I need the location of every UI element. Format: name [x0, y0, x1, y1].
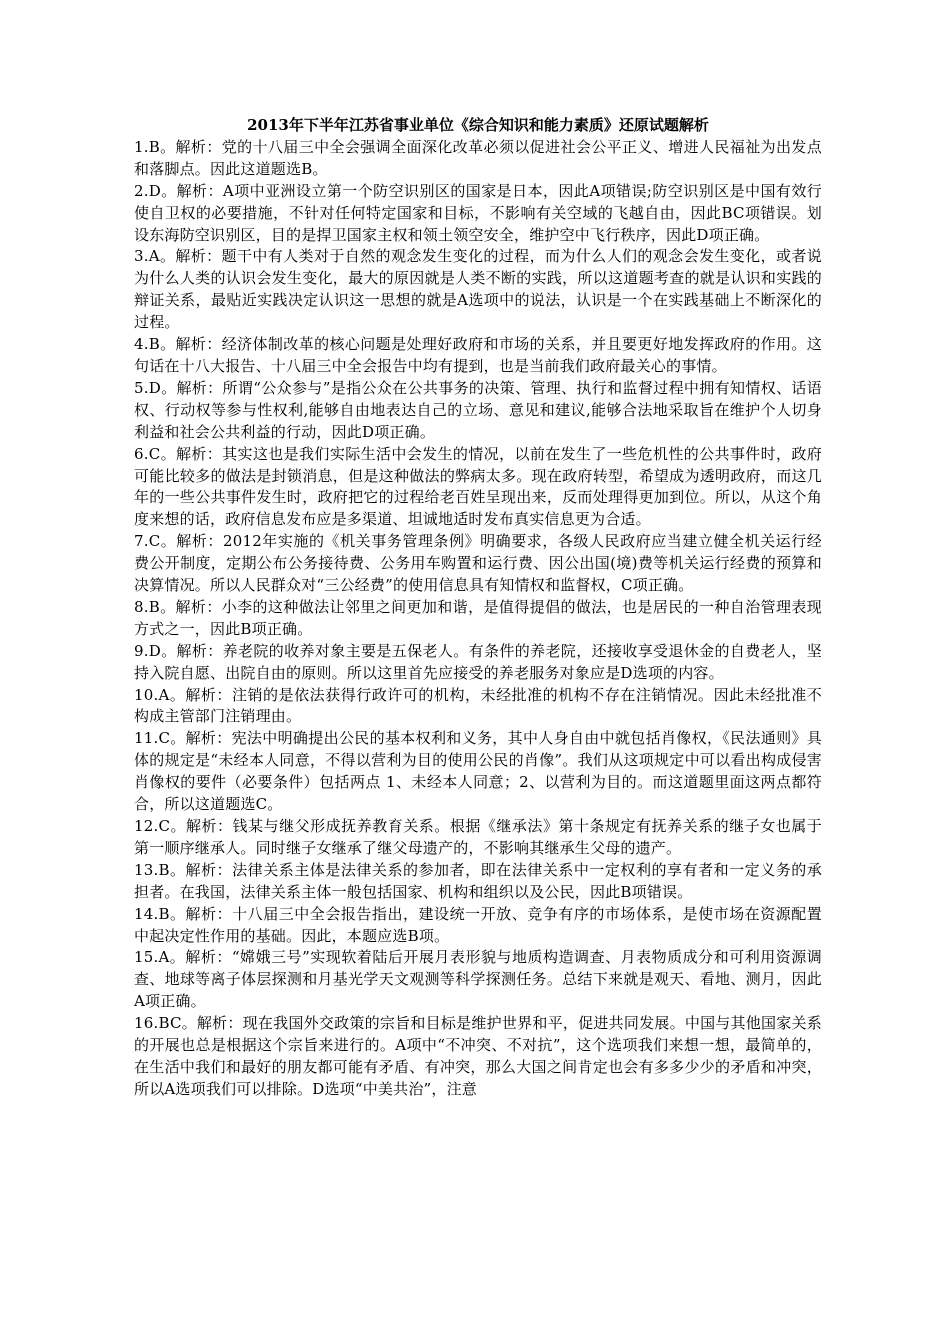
- document-page: [134, 115, 822, 1101]
- answer-item: 2.D。解析：A项中亚洲设立第一个防空识别区的国家是日本，因此A项错误;防空识别区是中国有效行使自卫权的必要措施，不针对任何特定国家和目标，不影响有关空域的飞越自由，因此BC项错误。划设东海防空识别区，目的是捍卫国家主权和领土领空安全，维护空中飞行秩序，因此D项正确。: [134, 181, 822, 244]
- answer-item: 9.D。解析：养老院的收养对象主要是五保老人。有条件的养老院，还接收享受退休金的自费老人，坚持入院自愿、出院自由的原则。所以这里首先应接受的养老服务对象应是D选项的内容。: [134, 641, 822, 682]
- answer-item: 7.C。解析：2012年实施的《机关事务管理条例》明确要求，各级人民政府应当建立健全机关运行经费公开制度，定期公布公务接待费、公务用车购置和运行费、因公出国(境)费等机关运行经费的预算和决算情况。所以人民群众对“三公经费”的使用信息具有知情权和监督权，C项正确。: [134, 532, 822, 595]
- answer-item: 11.C。解析：宪法中明确提出公民的基本权利和义务，其中人身自由中就包括肖像权，《民法通则》具体的规定是“未经本人同意，不得以营利为目的使用公民的肖像”。我们从这项规定中可以看出构成侵害肖像权的要件（必要条件）包括两点 1、未经本人同意；2、以营利为目的。而这道题里面这两点都符合，所以这道题选C。: [134, 729, 822, 814]
- answer-item: 4.B。解析：经济体制改革的核心问题是处理好政府和市场的关系，并且要更好地发挥政府的作用。这句话在十八大报告、十八届三中全会报告中均有提到，也是当前我们政府最关心的事情。: [134, 335, 822, 375]
- answer-item: 14.B。解析：十八届三中全会报告指出，建设统一开放、竞争有序的市场体系，是使市场在资源配置中起决定性作用的基础。因此，本题应选B项。: [134, 904, 822, 945]
- answer-item: 12.C。解析：钱某与继父形成抚养教育关系。根据《继承法》第十条规定有抚养关系的继子女也属于第一顺序继承人。同时继子女继承了继父母遗产的，不影响其继承生父母的遗产。: [134, 817, 822, 857]
- answer-item: 5.D。解析：所谓“公众参与”是指公众在公共事务的决策、管理、执行和监督过程中拥有知情权、话语权、行动权等参与性权利,能够自由地表达自己的立场、意见和建议,能够合法地采取旨在维护个人切身利益和社会公共利益的行动，因此D项正确。: [134, 378, 822, 441]
- answer-item: 3.A。解析：题干中有人类对于自然的观念发生变化的过程，而为什么人们的观念会发生变化，或者说为什么人类的认识会发生变化，最大的原因就是人类不断的实践，所以这道题考查的就是认识和实践的辩证关系，最贴近实践决定认识这一思想的就是A选项中的说法，认识是一个在实践基础上不断深化的过程。: [134, 247, 822, 332]
- answer-item: 8.B。解析：小李的这种做法让邻里之间更加和谐，是值得提倡的做法，也是居民的一种自治管理表现方式之一，因此B项正确。: [134, 597, 822, 638]
- answer-item: 15.A。解析：“嫦娥三号”实现软着陆后开展月表形貌与地质构造调查、月表物质成分和可利用资源调查、地球等离子体层探测和月基光学天文观测等科学探测任务。总结下来就是观天、看地、测月，因此A项正确。: [134, 948, 822, 1011]
- answer-item: 6.C。解析：其实这也是我们实际生活中会发生的情况，以前在发生了一些危机性的公共事件时，政府可能比较多的做法是封锁消息，但是这种做法的弊病太多。现在政府转型，希望成为透明政府，而这几年的一些公共事件发生时，政府把它的过程给老百姓呈现出来，反而处理得更加到位。所以，从这个角度来想的话，政府信息发布应是多渠道、坦诚地适时发布真实信息更为合适。: [134, 444, 822, 529]
- answer-item: 16.BC。解析：现在我国外交政策的宗旨和目标是维护世界和平，促进共同发展。中国与其他国家关系的开展也总是根据这个宗旨来进行的。A项中“不冲突、不对抗”，这个选项我们来想一想，最简单的，在生活中我们和最好的朋友都可能有矛盾、有冲突，那么大国之间肯定也会有多多少少的矛盾和冲突，所以A选项我们可以排除。D选项“中美共治”，注意: [134, 1014, 822, 1098]
- answer-item: 13.B。解析：法律关系主体是法律关系的参加者，即在法律关系中一定权利的享有者和一定义务的承担者。在我国，法律关系主体一般包括国家、机构和组织以及公民，因此B项错误。: [134, 860, 822, 901]
- answer-list: [134, 137, 822, 1101]
- document-title: 2013年下半年江苏省事业单位《综合知识和能力素质》还原试题解析: [247, 116, 709, 134]
- answer-item: 10.A。解析：注销的是依法获得行政许可的机构，未经批准的机构不存在注销情况。因此未经批准不构成主管部门注销理由。: [134, 685, 822, 726]
- answer-item: 1.B。解析：党的十八届三中全会强调全面深化改革必须以促进社会公平正义、增进人民福祉为出发点和落脚点。因此这道题选B。: [134, 137, 822, 178]
